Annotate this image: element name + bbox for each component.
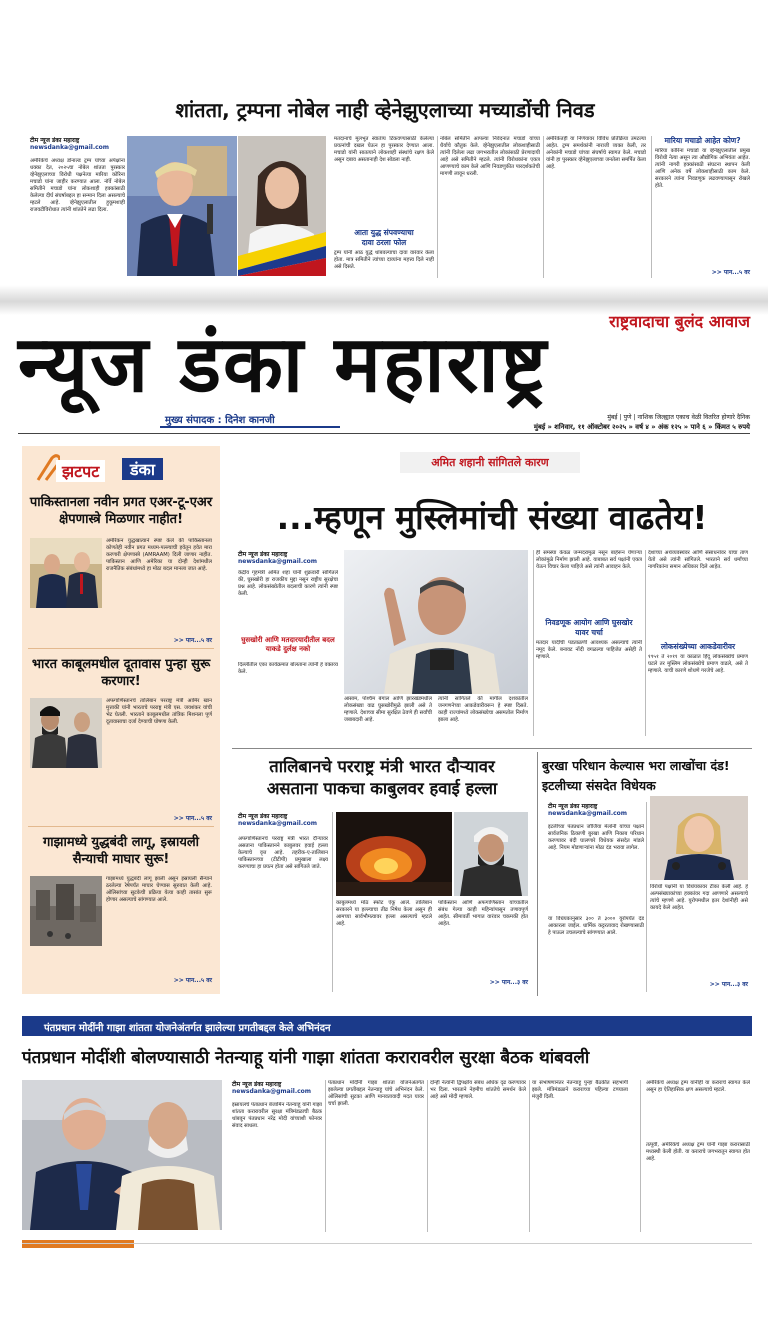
lead-sub2: निवडणूक आयोग आणि घुसखोर xyxy=(545,618,633,627)
sidebar-item-3-headline: गाझामध्ये युद्धबंदी लागू, इस्रायली सैन्याची माघार सुरू! xyxy=(42,835,200,867)
top-col3: मतदानाचे मूलभूत स्वातंत्र्य टिकवण्यासाठी केलेल्या प्रयत्नांची दखल घेऊन हा पुरस्कार देण्यात आला. मचाडो यांनी सातत्याने लोकशाही संस्थांचे रक्षण केले असून दबाव असतानाही देश सोडला नाही. xyxy=(334,136,434,163)
lead-headline: ...म्हणून मुस्लिमांची संख्या वाढतेय! xyxy=(276,498,708,537)
lead-bottom-rule xyxy=(232,748,752,749)
gaza-col4: या संभाषणानंतर नेतन्याहू पुन्हा बैठकीत सहभागी झाले. मंत्रिमंडळाने कराराच्या पहिल्या टप्प्याला मंजुरी दिली. xyxy=(532,1080,628,1100)
taliban-col2: काबुलमध्ये मोठे स्फोट ऐकू आले. तालिबान सरकारने या हल्ल्याचा तीव्र निषेध केला असून ही आमच्या सार्वभौमत्वावर हल्ला असल्याचे म्हटले आहे. xyxy=(336,900,432,927)
sidebar-item-3-more[interactable]: >> पान...५ वर xyxy=(173,977,212,984)
top-headline: शांतता, ट्रम्पना नोबेल नाही व्हेनेझुएलाच्या मच्याडोंची निवड xyxy=(175,98,595,122)
taliban-col1: अफगाणिस्तानचे परराष्ट्र मंत्री भारत दौऱ्यावर असताना पाकिस्तानने काबुलवर हवाई हल्ला केल्याचे वृत्त आहे. तहरीक-ए-तालिबान पाकिस्तानच्या (टीटीपी) प्रमुखाला लक्ष्य करण्याचा हा प्रयत्न होता असे सांगितले जाते. xyxy=(238,836,328,870)
masthead-editor: मुख्य संपादक : दिनेश कानजी xyxy=(165,415,275,426)
lead-col4: ही समस्या केवळ जन्मदरामुळे नसून बाहेरून येणाऱ्या लोकांमुळे निर्माण झाली आहे. याबाबत सर्व पक्षांनी एकत्र येऊन विचार केला पाहिजे असे त्यांनी आवाहन केले. xyxy=(536,550,642,570)
taliban-more[interactable]: >> पान...३ वर xyxy=(489,979,528,986)
lead-col1: केंद्रीय गृहमंत्री अमित शहा यांनी शुक्रवारी सांगितले की, घुसखोरी हा राजकीय मुद्दा नसून राष्ट्रीय सुरक्षेचा प्रश्न आहे. लोकसंख्येतील बदलाची कारणे त्यांनी स्पष्ट केली. xyxy=(238,570,338,597)
top-more[interactable]: >> पान...५ वर xyxy=(711,269,750,276)
burqa-more[interactable]: >> पान...३ वर xyxy=(709,981,748,988)
burqa-col1b: या विधेयकानुसार ३०० ते ३००० युरोपर्यंत दंड आकारला जाईल. धार्मिक कट्टरतावाद रोखण्यासाठी हे पाऊल उचलल्याचे सांगण्यात आले. xyxy=(548,916,644,936)
lead-col1b: दिल्लीतील एका कार्यक्रमात बोलताना त्यांनी हे वक्तव्य केले. xyxy=(238,662,338,675)
sidebar-item-3-photo xyxy=(30,876,102,946)
lead-story xyxy=(232,446,752,746)
burqa-photo-meloni xyxy=(650,796,748,880)
gaza-kicker: पंतप्रधान मोदींनी गाझा शांतता योजनेअंतर्गत झालेल्या प्रगतीबद्दल केले अभिनंदन xyxy=(44,1023,331,1034)
footer-accent-bar xyxy=(22,1240,134,1248)
lead-byline: टीम न्यूज डंका महाराष्ट्र newsdanka@gmail.com xyxy=(238,551,318,565)
sidebar-item-1-headline: पाकिस्तानला नवीन प्रगत एअर-टू-एअर क्षेपणास्त्रे मिळणार नाहीत! xyxy=(29,495,213,527)
top-col5: अमेरिकेतही या निर्णयावर विविध प्रतिक्रिया उमटल्या आहेत. ट्रम्प समर्थकांनी नाराजी व्यक्त केली, तर अनेकांनी मचाडो यांच्या संघर्षाचे स्वागत केले. मचाडो यांनी हा पुरस्कार व्हेनेझुएलाच्या जनतेला समर्पित केला आहे. xyxy=(546,136,646,170)
lead-sub2b: यावर चर्चा xyxy=(575,628,603,637)
burqa-col1: इटलीच्या पंतप्रधान जॉर्जिया मेलोनी यांच्या पक्षाने सार्वजनिक ठिकाणी बुरखा आणि निकाब परिधान करण्यावर बंदी घालणारे विधेयक संसदेत मांडले आहे. नियम मोडणाऱ्यांना मोठा दंड भरावा लागेल. xyxy=(548,824,644,851)
burqa-headline: बुरखा परिधान केल्यास भरा लाखोंचा दंड! इटलीच्या संसदेत विधेयक xyxy=(542,758,730,793)
top-story xyxy=(0,0,768,290)
top-col6-head: मारिया मचाडो आहेत कोण? xyxy=(664,136,741,145)
top-col3b: ट्रम्प यांनी आठ युद्धे थांबवल्याचा दावा वारंवार केला होता. मात्र समितीने त्यांच्या दाव्यांना महत्त्व दिले नाही असे दिसते. xyxy=(334,250,434,270)
lead-col4b: मतदार यादीची पडताळणी आवश्यक असल्याचे त्यांनी नमूद केले. बनावट नोंदी वगळल्या पाहिजेत असेही ते म्हणाले. xyxy=(536,640,642,660)
top-sub-2: दावा ठरला फोल xyxy=(361,238,407,247)
sidebar-brand xyxy=(30,452,210,484)
sidebar-item-2-photo xyxy=(30,698,102,768)
sidebar-item-1-more[interactable]: >> पान...५ वर xyxy=(173,637,212,644)
masthead xyxy=(0,308,768,438)
taliban-story xyxy=(232,752,532,996)
lead-kicker: अमित शहानी सांगितले कारण xyxy=(400,452,580,473)
lead-col5: देशाच्या अर्थव्यवस्थेवर आणि संसाधनांवर याचा ताण येतो असे त्यांनी सांगितले. भारताने सर्व धर्मांच्या नागरिकांना समान अधिकार दिले आहेत. xyxy=(648,550,748,570)
top-photo-machado xyxy=(238,136,326,276)
top-col6: मारिया कोरिना मचाडो या व्हेनेझुएलातील प्रमुख विरोधी नेत्या असून त्या औद्योगिक अभियंता आहेत. त्यांनी नागरी हक्कांसाठी संघटना स्थापन केली आणि अनेक वर्षे लोकशाहीसाठी काम केले. सरकारने त्यांना निवडणूक लढवण्यापासून रोखले होते. xyxy=(655,148,750,189)
sidebar xyxy=(22,446,220,994)
gaza-byline: टीम न्यूज डंका महाराष्ट्र newsdanka@gmail.com xyxy=(232,1081,312,1095)
taliban-headline-1: तालिबानचे परराष्ट्र मंत्री भारत दौऱ्यावर xyxy=(269,757,495,776)
sidebar-item-2-headline: भारत काबूलमधील दूतावास पुन्हा सुरू करणार! xyxy=(31,657,211,689)
burqa-col2: विरोधी पक्षांनी या विधेयकावर टीका केली आहे. हे अल्पसंख्याकांच्या हक्कांवर गदा आणणारे असल्याचे त्यांचे म्हणणे आहे. युरोपमधील इतर देशांनीही असे कायदे केले आहेत. xyxy=(650,884,748,911)
lead-sub: घुसखोरी आणि मतदारयादीतील बदल याकडे दुर्लक्ष नको xyxy=(241,636,335,653)
burqa-story xyxy=(542,752,752,996)
masthead-title: न्यूज डंका महाराष्ट्र xyxy=(18,320,549,410)
gaza-col3: दोन्ही नेत्यांनी द्विपक्षीय संबंध अधिक दृढ करण्यावर भर दिला. भारताने नेहमीच शांततेचे समर्थन केले आहे असे मोदी म्हणाले. xyxy=(430,1080,526,1100)
footer-rule xyxy=(22,1243,752,1244)
taliban-headline-2: असताना पाकचा काबुलवर हवाई हल्ला xyxy=(266,779,498,798)
top-byline: टीम न्यूज डंका महाराष्ट्र newsdanka@gmail.com xyxy=(30,137,110,151)
gaza-headline: पंतप्रधान मोदींशी बोलण्यासाठी नेतन्याहू यांनी गाझा शांतता करारावरील सुरक्षा बैठक थांबवली xyxy=(22,1048,590,1068)
sidebar-brand-b: डंका xyxy=(122,458,163,480)
lead-photo-shah xyxy=(344,550,528,694)
sidebar-item-3-text: गाझामध्ये युद्धबंदी लागू झाली असून इस्रायली सैन्याने ठरलेल्या रेषेपर्यंत माघार घेण्यास सुरुवात केली आहे. ओलिसांच्या सुटकेची प्रक्रिया येत्या काही तासांत सुरू होणार असल्याचे सांगण्यात आले. xyxy=(106,876,212,903)
sidebar-item-2-text: अफगाणिस्तानचे तालिबान परराष्ट्र मंत्री आमिर खान मुत्ताकी यांनी भारताचे परराष्ट्र मंत्री एस. जयशंकर यांची भेट घेतली. भारताने काबूलमधील तांत्रिक मिशनला पूर्ण दूतावासाचा दर्जा देण्याची घोषणा केली. xyxy=(106,698,212,725)
gaza-kicker-band xyxy=(22,1016,752,1036)
gaza-col1: इस्रायलचे पंतप्रधान बेंजामिन नेतन्याहू यांनी गाझा शांतता करारावरील सुरक्षा मंत्रिमंडळाची बैठक थांबवून पंतप्रधान नरेंद्र मोदी यांच्याशी फोनवर संवाद साधला. xyxy=(232,1102,322,1129)
top-sub-1: आता युद्ध संपवण्याचा xyxy=(354,228,414,237)
gaza-col5: अमेरिकेचे अध्यक्ष ट्रम्प यांनीही या कराराचे स्वागत केले असून हा ऐतिहासिक क्षण असल्याचे म्हटले. xyxy=(646,1080,750,1093)
lead-sub3: लोकसंख्येच्या आकडेवारीवर xyxy=(660,642,736,651)
gaza-col2: पंतप्रधान मोदींनी गाझा शांतता योजनेअंतर्गत झालेल्या प्रगतीबद्दल नेतन्याहू यांचे अभिनंदन केले. ओलिसांची सुटका आणि मानवतावादी मदत यावर चर्चा झाली. xyxy=(328,1080,424,1107)
masthead-dateline: मुंबई » शनिवार, ११ ऑक्टोबर २०२५ » वर्ष ४ » अंक १२५ » पाने ६ » किंमत ५ रुपये xyxy=(533,423,750,431)
gaza-photo xyxy=(22,1080,222,1230)
masthead-editor-underline xyxy=(160,426,340,428)
sidebar-item-1-text: अमेरिकन युद्धखात्याने स्पष्ट केले की पाकिस्तानला कोणतेही नवीन प्रगत मध्यम-पल्ल्याची हवेतून हवेत मारा करणारी क्षेपणास्त्रे (AMRAAM) दिली जाणार नाहीत. पाकिस्तान आणि अमेरिका या दोन्ही देशांमधील राजनैतिक संबंधांमध्ये हा मोठा बदल मानला जात आहे. xyxy=(106,538,212,572)
top-photo-trump xyxy=(127,136,237,276)
gaza-col6: तत्पूर्वी, अमेरिकेचे अध्यक्ष ट्रम्प यांनी गाझा करारासाठी मध्यस्थी केली होती. या कराराचे जगभरातून स्वागत होत आहे. xyxy=(646,1142,750,1162)
sidebar-item-2-more[interactable]: >> पान...५ वर xyxy=(173,815,212,822)
taliban-byline: टीम न्यूज डंका महाराष्ट्र newsdanka@gmail.com xyxy=(238,813,318,827)
top-col1: अमेरिकेचे अध्यक्ष डोनाल्ड ट्रम्प यांच्या अपेक्षांना धक्का देत, २०२५चा नोबेल शांतता पुरस्कार व्हेनेझुएलाच्या विरोधी पक्षनेत्या मारिया कोरिना मचाडो यांना जाहीर करण्यात आला. नॉर्वे नोबेल समितीने मचाडो यांना लोकशाही हक्कांसाठी केलेल्या दीर्घ संघर्षाबद्दल हा सन्मान दिला असल्याचे म्हटले आहे. व्हेनेझुएलातील हुकूमशाही राजवटीविरोधात त्यांनी शांततेने लढा दिला. xyxy=(30,158,125,213)
taliban-photo-strike xyxy=(336,812,452,896)
lead-col5b: १९५१ ते २०११ या काळात हिंदू लोकसंख्येचे प्रमाण घटले तर मुस्लिम लोकसंख्येचे प्रमाण वाढले, असे ते म्हणाले. याची कारणे शोधणे गरजेचे आहे. xyxy=(648,654,748,674)
lead-col2: आसाम, पश्चिम बंगाल आणि झारखंडमधील लोकसंख्या वाढ घुसखोरीमुळे झाली असे ते म्हणाले. देशाच्या सीमा सुरक्षित ठेवणे ही सर्वांची जबाबदारी आहे. xyxy=(344,696,432,723)
taliban-photo-muttaqi xyxy=(454,812,528,896)
taliban-burqa-divider xyxy=(537,752,538,996)
masthead-tagline: राष्ट्रवादाचा बुलंद आवाज xyxy=(609,312,750,331)
taliban-col3: पाकिस्तान आणि अफगाणिस्तान यांच्यातील संबंध गेल्या काही महिन्यांपासून तणावपूर्ण आहेत. सीमावर्ती भागात वारंवार चकमकी होत आहेत. xyxy=(438,900,528,927)
burqa-byline: टीम न्यूज डंका महाराष्ट्र newsdanka@gmail.com xyxy=(548,803,628,817)
sidebar-brand-a: झटपट xyxy=(56,460,105,482)
top-col4: नोबेल समितीने आपल्या निवेदनात मचाडो यांच्या धैर्याचे कौतुक केले. व्हेनेझुएलातील लोकशाहीसाठी त्यांनी दिलेला लढा जगभरातील लोकांसाठी प्रेरणादायी आहे असे समितीने म्हटले. त्यांनी विरोधकांना एकत्र आणण्याचे काम केले आणि निवडणुकीत पारदर्शकतेची मागणी लावून धरली. xyxy=(440,136,540,177)
masthead-rule xyxy=(18,433,750,434)
lead-col3: त्यांनी सांगितले की मागील दशकांतील जनगणनेच्या आकडेवारीवरून हे स्पष्ट दिसते. काही राज्यांमध्ये लोकसंख्येचा असमतोल निर्माण झाला आहे. xyxy=(438,696,528,723)
sidebar-item-1-photo xyxy=(30,538,102,608)
masthead-cities: मुंबई | पुणे | नाशिक जिल्ह्यात एकाच वेळी वितरित होणारे दैनिक xyxy=(607,414,750,421)
